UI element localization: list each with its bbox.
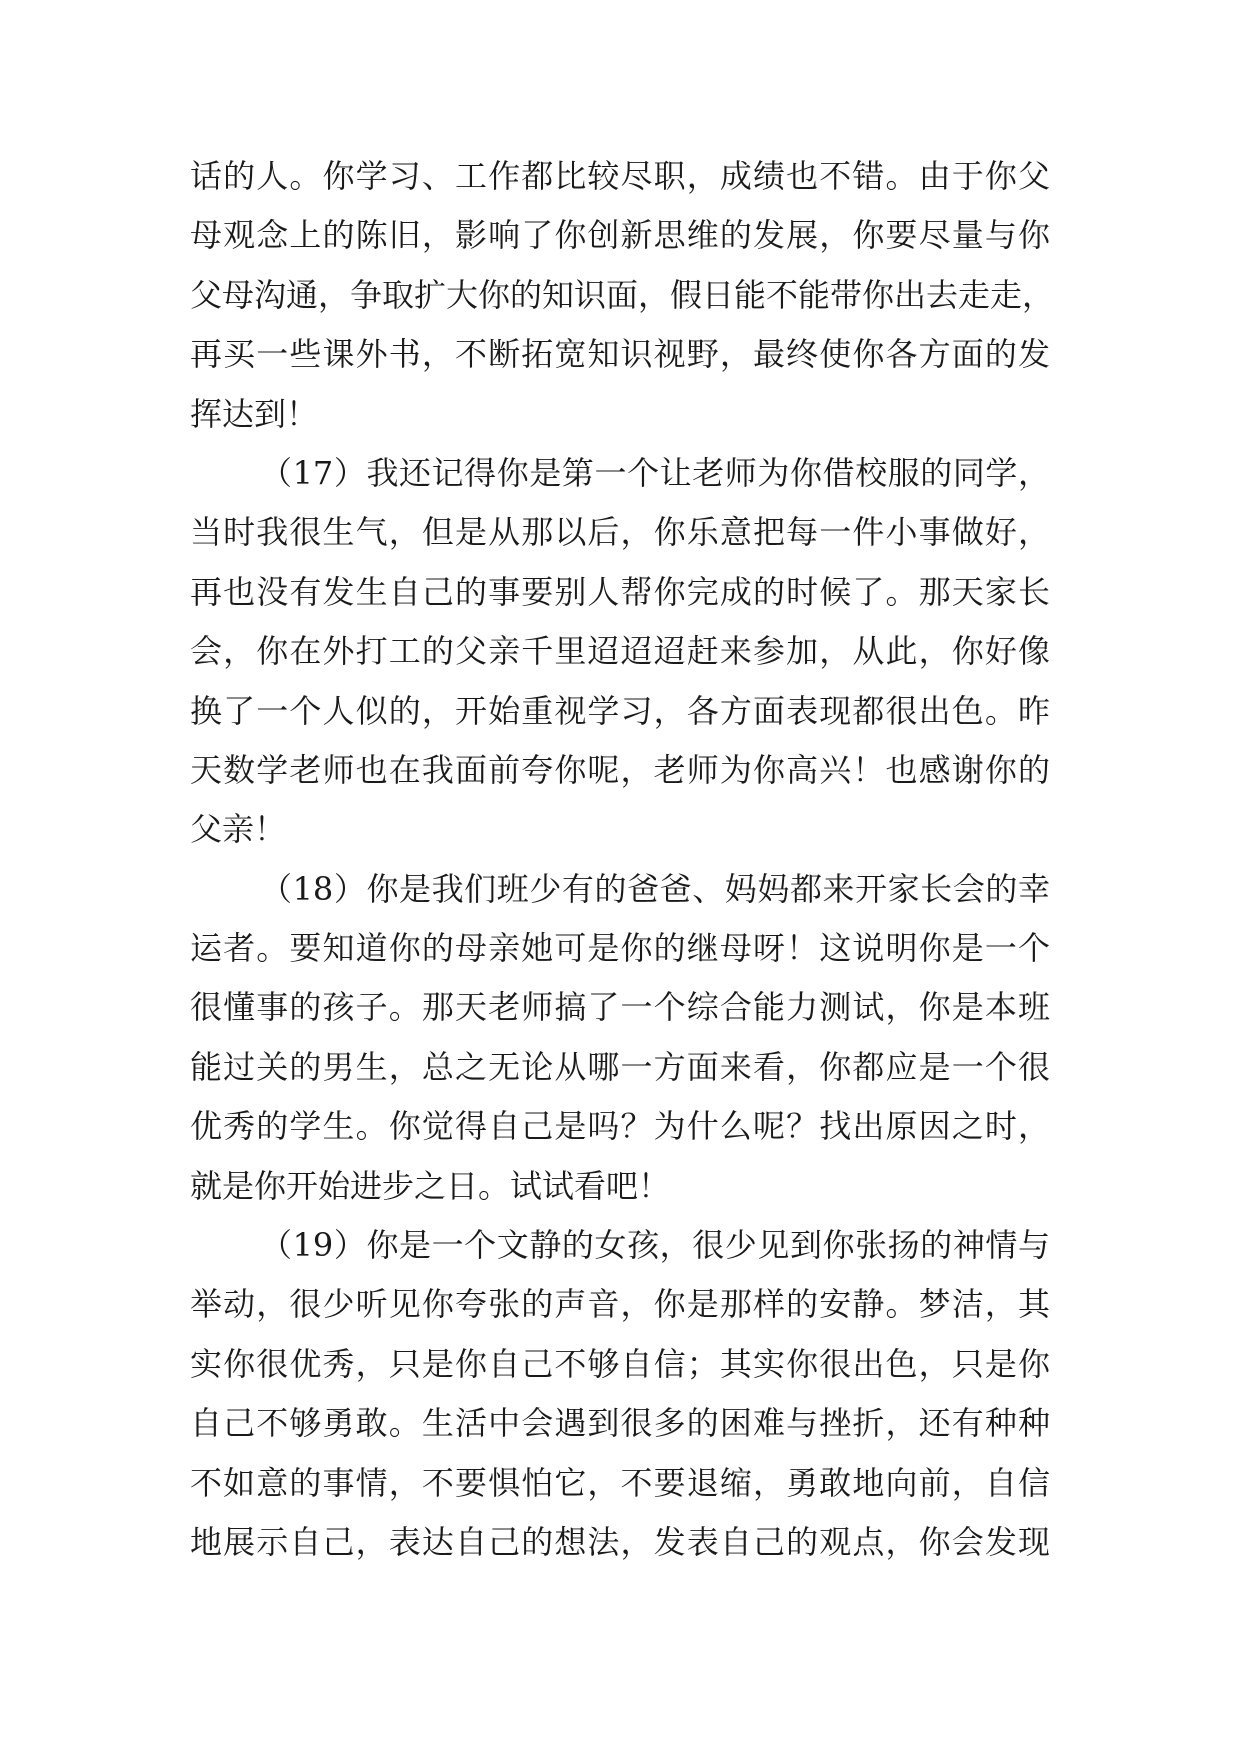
text-line: 优秀的学生。你觉得自己是吗？为什么呢？找出原因之时， (190, 1107, 1050, 1146)
text-line: 话的人。你学习、工作都比较尽职，成绩也不错。由于你父 (190, 157, 1050, 195)
paragraph-first-line: （17）我还记得你是第一个让老师为你借校服的同学， (260, 453, 1050, 492)
text-line: 举动，很少听见你夸张的声音，你是那样的安静。梦洁，其 (190, 1285, 1050, 1324)
text-line: 就是你开始进步之日。试试看吧！ (190, 1166, 671, 1205)
text-line: 自己不够勇敢。生活中会遇到很多的困难与挫折，还有种种 (190, 1404, 1050, 1443)
text-line: 挥达到！ (190, 394, 319, 433)
text-line: 母观念上的陈旧，影响了你创新思维的发展，你要尽量与你 (190, 216, 1050, 255)
text-line: 换了一个人似的，开始重视学习，各方面表现都很出色。昨 (190, 691, 1050, 730)
text-line: 实你很优秀，只是你自己不够自信；其实你很出色，只是你 (190, 1344, 1050, 1383)
text-line: 地展示自己，表达自己的想法，发表自己的观点，你会发现 (190, 1522, 1050, 1561)
text-line: 父母沟通，争取扩大你的知识面，假日能不能带你出去走走， (190, 275, 1055, 314)
text-line: 不如意的事情，不要惧怕它，不要退缩，勇敢地向前，自信 (190, 1463, 1050, 1502)
text-line: 能过关的男生，总之无论从哪一方面来看，你都应是一个很 (190, 1047, 1050, 1086)
text-line: 当时我很生气，但是从那以后，你乐意把每一件小事做好， (190, 513, 1050, 552)
paragraph-first-line: （19）你是一个文静的女孩，很少见到你张扬的神情与 (260, 1226, 1050, 1265)
paragraph-first-line: （18）你是我们班少有的爸爸、妈妈都来开家长会的幸 (260, 869, 1050, 908)
text-line: 天数学老师也在我面前夸你呢，老师为你高兴！也感谢你的 (190, 750, 1050, 789)
text-line: 会，你在外打工的父亲千里迢迢迢赶来参加，从此，你好像 (190, 632, 1050, 671)
text-line: 再也没有发生自己的事要别人帮你完成的时候了。那天家长 (190, 572, 1050, 611)
text-line: 父亲！ (190, 810, 287, 849)
text-line: 很懂事的孩子。那天老师搞了一个综合能力测试，你是本班 (190, 988, 1050, 1027)
text-line: 运者。要知道你的母亲她可是你的继母呀！这说明你是一个 (190, 929, 1050, 968)
text-line: 再买一些课外书，不断拓宽知识视野，最终使你各方面的发 (190, 335, 1050, 374)
document-body (190, 157, 1055, 1582)
